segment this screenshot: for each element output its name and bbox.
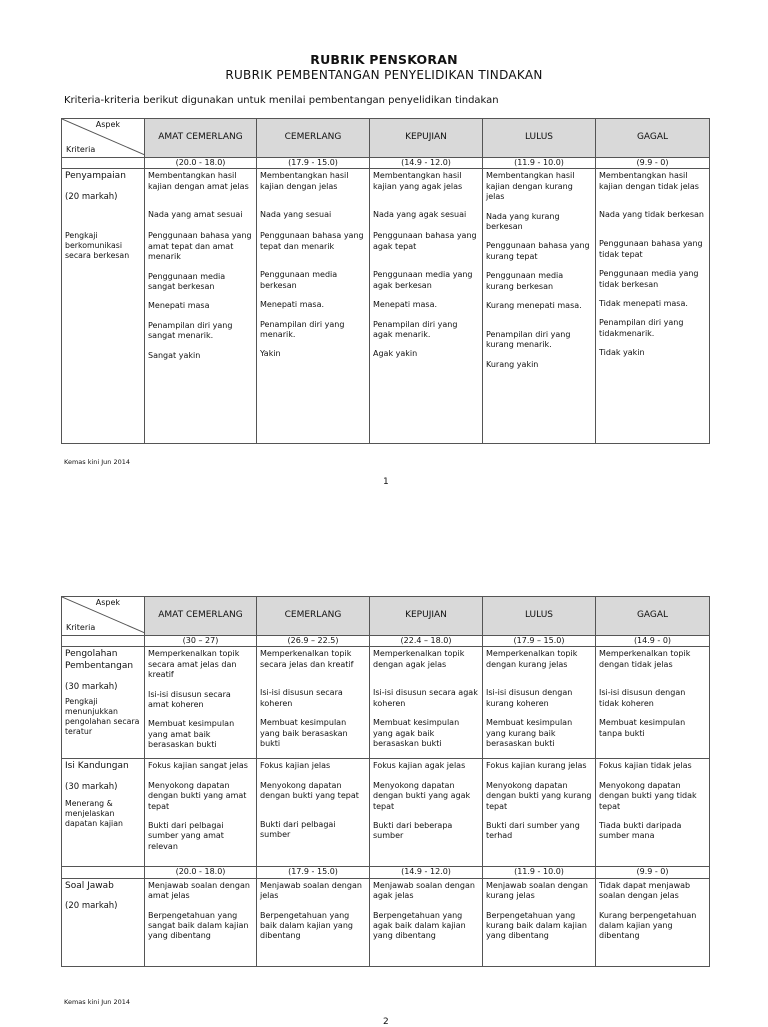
descriptor: Menjawab soalan dengan amat jelas (148, 880, 250, 901)
descriptor-cell (145, 169, 257, 444)
descriptor: Penampilan diri yang agak menarik. (373, 319, 458, 339)
level-gagal: GAGAL (596, 597, 710, 636)
aspek-kriteria-header (62, 119, 145, 158)
descriptor-cell (483, 647, 596, 759)
descriptor: Nada yang amat sesuai (148, 210, 243, 220)
level-kepujian: KEPUJIAN (370, 119, 483, 158)
descriptor-cell (145, 878, 257, 966)
descriptor: Penggunaan bahasa yang kurang tepat (486, 241, 590, 261)
descriptor: Memperkenalkan topik secara amat jelas dan kreatif (148, 649, 240, 680)
descriptor-cell (370, 878, 483, 966)
criteria-cell (62, 169, 145, 444)
criteria-marks: (20 markah) (65, 901, 118, 912)
descriptor: Memperkenalkan topik dengan kurang jelas (486, 649, 578, 669)
range-empty (62, 867, 145, 878)
level-cemerlang: CEMERLANG (257, 597, 370, 636)
descriptor-cell (596, 169, 710, 444)
descriptor-cell (596, 759, 710, 867)
descriptor: Membuat kesimpulan yang amat baik berasaskan bukti (148, 719, 235, 750)
range-empty (62, 636, 145, 647)
score-range: (20.0 - 18.0) (145, 867, 257, 878)
score-range: (30 – 27) (145, 636, 257, 647)
criteria-description: Pengkaji menunjukkan pengolahan secara teratur (65, 696, 140, 737)
score-range-row (62, 867, 710, 878)
criteria-cell (62, 647, 145, 759)
descriptor-cell (370, 169, 483, 444)
descriptor: Fokus kajian kurang jelas (486, 761, 587, 771)
criteria-name: Pengolahan Pembentangan (65, 649, 134, 672)
descriptor: Penampilan diri yang kurang menarik. (486, 329, 571, 350)
descriptor: Berpengetahuan yang agak baik dalam kajian yang dibentang (373, 910, 466, 941)
descriptor: Membentangkan hasil kajian yang agak jelas (373, 171, 463, 191)
level-lulus: LULUS (483, 597, 596, 636)
descriptor: Penggunaan bahasa yang amat tepat dan amat menarik (148, 231, 252, 262)
descriptor: Penggunaan bahasa yang tidak tepat (599, 239, 703, 259)
descriptor-cell (257, 759, 370, 867)
descriptor: Berpengetahuan yang kurang baik dalam kajian yang dibentang (486, 910, 587, 941)
descriptor-cell (483, 759, 596, 867)
descriptor: Penampilan diri yang menarik. (260, 319, 345, 339)
descriptor-cell (483, 169, 596, 444)
criteria-marks: (30 markah) (65, 782, 118, 793)
level-gagal: GAGAL (596, 119, 710, 158)
descriptor: Menyokong dapatan dengan bukti yang agak tepat (373, 780, 471, 811)
descriptor-cell (483, 878, 596, 966)
level-amat-cemerlang: AMAT CEMERLANG (145, 597, 257, 636)
descriptor: Tidak dapat menjawab soalan dengan jelas (599, 880, 691, 901)
descriptor-cell (145, 759, 257, 867)
descriptor: Membentangkan hasil kajian dengan kurang jelas (486, 171, 575, 202)
descriptor: Tidak menepati masa. (599, 298, 688, 308)
level-cemerlang: CEMERLANG (257, 119, 370, 158)
descriptor: Tiada bukti daripada sumber mana (599, 820, 682, 841)
score-range: (22.4 – 18.0) (370, 636, 483, 647)
descriptor: Nada yang agak sesuai (373, 210, 467, 220)
descriptor: Menepati masa. (373, 300, 438, 310)
descriptor: Penggunaan media yang tidak berkesan (599, 269, 699, 289)
score-range: (11.9 - 10.0) (483, 867, 596, 878)
criteria-name: Soal Jawab (65, 880, 114, 891)
kriteria-label: Kriteria (66, 144, 96, 154)
descriptor: Fokus kajian tidak jelas (599, 761, 692, 771)
descriptor-cell (257, 647, 370, 759)
descriptor-cell (145, 647, 257, 759)
descriptor: Menepati masa (148, 301, 210, 311)
descriptor: Agak yakin (373, 349, 418, 359)
criteria-row-penyampaian (62, 169, 710, 444)
descriptor: Menyokong dapatan dengan bukti yang kurang tepat (486, 780, 592, 811)
descriptor: Kurang berpengetahuan dalam kajian yang dibentang (599, 910, 697, 941)
descriptor: Menyokong dapatan dengan bukti yang tepat (260, 780, 359, 801)
descriptor: Nada yang kurang berkesan (486, 211, 560, 231)
descriptor: Menjawab soalan dengan jelas (260, 880, 362, 901)
page-subtitle: RUBRIK PEMBENTANGAN PENYELIDIKAN TINDAKAN (225, 68, 543, 82)
aspek-kriteria-header (62, 597, 145, 636)
criteria-row-soal-jawab (62, 878, 710, 966)
descriptor: Menyokong dapatan dengan bukti yang amat tepat (148, 780, 247, 811)
descriptor-cell (257, 878, 370, 966)
descriptor: Penggunaan bahasa yang tepat dan menarik (260, 231, 364, 251)
criteria-cell (62, 759, 145, 867)
score-range: (26.9 – 22.5) (257, 636, 370, 647)
level-lulus: LULUS (483, 119, 596, 158)
page-title: RUBRIK PENSKORAN (310, 52, 458, 67)
descriptor: Bukti dari pelbagai sumber (260, 819, 336, 840)
descriptor: Membuat kesimpulan yang agak baik berasaskan bukti (373, 718, 460, 748)
descriptor: Kurang yakin (486, 359, 539, 369)
descriptor: Berpengetahuan yang sangat baik dalam kajian yang dibentang (148, 910, 249, 941)
descriptor: Fokus kajian agak jelas (373, 761, 466, 771)
header-row (62, 119, 710, 158)
descriptor: Nada yang sesuai (260, 210, 332, 220)
page-number: 1 (383, 477, 389, 487)
descriptor: Bukti dari sumber yang terhad (486, 820, 580, 841)
criteria-description: Menerang & menjelaskan dapatan kajian (65, 799, 123, 829)
descriptor: Membentangkan hasil kajian dengan tidak jelas (599, 171, 699, 191)
descriptor: Memperkenalkan topik dengan tidak jelas (599, 649, 691, 669)
score-range: (17.9 – 15.0) (483, 636, 596, 647)
criteria-description: Pengkaji berkomunikasi secara berkesan (65, 231, 130, 261)
score-range: (9.9 - 0) (596, 867, 710, 878)
descriptor: Penggunaan media kurang berkesan (486, 271, 564, 291)
descriptor: Penampilan diri yang sangat menarik. (148, 320, 233, 341)
criteria-row-isi-kandungan (62, 759, 710, 867)
rubric-table-page-2 (61, 596, 710, 967)
header-row (62, 597, 710, 636)
descriptor-cell (370, 759, 483, 867)
descriptor: Fokus kajian sangat jelas (148, 761, 248, 771)
rubric-table-page-1 (61, 118, 710, 444)
descriptor: Fokus kajian jelas (260, 761, 331, 771)
score-range: (14.9 - 12.0) (370, 158, 483, 169)
descriptor: Menjawab soalan dengan agak jelas (373, 880, 475, 901)
descriptor: Kurang menepati masa. (486, 300, 582, 310)
level-kepujian: KEPUJIAN (370, 597, 483, 636)
descriptor: Membentangkan hasil kajian dengan jelas (260, 171, 349, 191)
score-range: (20.0 - 18.0) (145, 158, 257, 169)
descriptor: Menyokong dapatan dengan bukti yang tidak tepat (599, 780, 697, 811)
descriptor: Penampilan diri yang tidakmenarik. (599, 318, 684, 338)
descriptor: Isi-isi disusun secara agak koheren (373, 688, 478, 708)
descriptor-cell (596, 878, 710, 966)
descriptor: Berpengetahuan yang baik dalam kajian yang dibentang (260, 910, 353, 941)
criteria-cell (62, 878, 145, 966)
criteria-name: Isi Kandungan (65, 761, 129, 772)
descriptor: Memperkenalkan topik dengan agak jelas (373, 649, 465, 669)
score-range: (14.9 - 0) (596, 636, 710, 647)
descriptor: Memperkenalkan topik secara jelas dan kreatif (260, 649, 354, 669)
range-empty (62, 158, 145, 169)
descriptor: Penggunaan bahasa yang agak tepat (373, 231, 477, 251)
descriptor: Bukti dari pelbagai sumber yang amat relevan (148, 820, 224, 851)
criteria-marks: (20 markah) (65, 192, 118, 203)
descriptor-cell (370, 647, 483, 759)
score-range: (17.9 - 15.0) (257, 158, 370, 169)
descriptor: Membuat kesimpulan tanpa bukti (599, 718, 686, 738)
descriptor: Menepati masa. (260, 300, 325, 310)
descriptor: Sangat yakin (148, 350, 201, 360)
aspek-label: Aspek (95, 120, 120, 129)
score-range: (14.9 - 12.0) (370, 867, 483, 878)
level-amat-cemerlang: AMAT CEMERLANG (145, 119, 257, 158)
descriptor: Isi-isi disusun secara amat koheren (148, 689, 231, 709)
descriptor: Penggunaan media berkesan (260, 270, 338, 290)
descriptor: Membentangkan hasil kajian dengan amat jelas (148, 171, 249, 191)
criteria-name: Penyampaian (65, 171, 126, 182)
descriptor: Penggunaan media yang agak berkesan (373, 270, 473, 290)
descriptor-cell (257, 169, 370, 444)
descriptor: Isi-isi disusun dengan kurang koheren (486, 688, 573, 708)
page-number: 2 (383, 1017, 389, 1027)
kriteria-label: Kriteria (66, 622, 96, 632)
descriptor: Nada yang tidak berkesan (599, 210, 704, 220)
score-range: (9.9 - 0) (596, 158, 710, 169)
descriptor: Membuat kesimpulan yang baik berasaskan bukti (260, 718, 348, 748)
descriptor: Isi-isi disusun dengan tidak koheren (599, 688, 686, 708)
footer-note: Kemas kini Jun 2014 (64, 998, 131, 1006)
criteria-row-pengolahan (62, 647, 710, 759)
score-range: (11.9 - 10.0) (483, 158, 596, 169)
aspek-label: Aspek (95, 598, 120, 607)
descriptor: Menjawab soalan dengan kurang jelas (486, 880, 588, 901)
descriptor: Yakin (260, 349, 281, 359)
descriptor: Tidak yakin (599, 348, 645, 358)
descriptor: Bukti dari beberapa sumber (373, 820, 453, 841)
score-range: (17.9 - 15.0) (257, 867, 370, 878)
descriptor: Penggunaan media sangat berkesan (148, 271, 226, 291)
footer-note: Kemas kini Jun 2014 (64, 458, 131, 466)
descriptor: Membuat kesimpulan yang kurang baik berasaskan bukti (486, 718, 573, 748)
descriptor: Isi-isi disusun secara koheren (260, 688, 343, 708)
intro-text: Kriteria-kriteria berikut digunakan untuk menilai pembentangan penyelidikan tindakan (64, 95, 499, 106)
score-range-row (62, 158, 710, 169)
descriptor-cell (596, 647, 710, 759)
score-range-row (62, 636, 710, 647)
criteria-marks: (30 markah) (65, 681, 118, 692)
